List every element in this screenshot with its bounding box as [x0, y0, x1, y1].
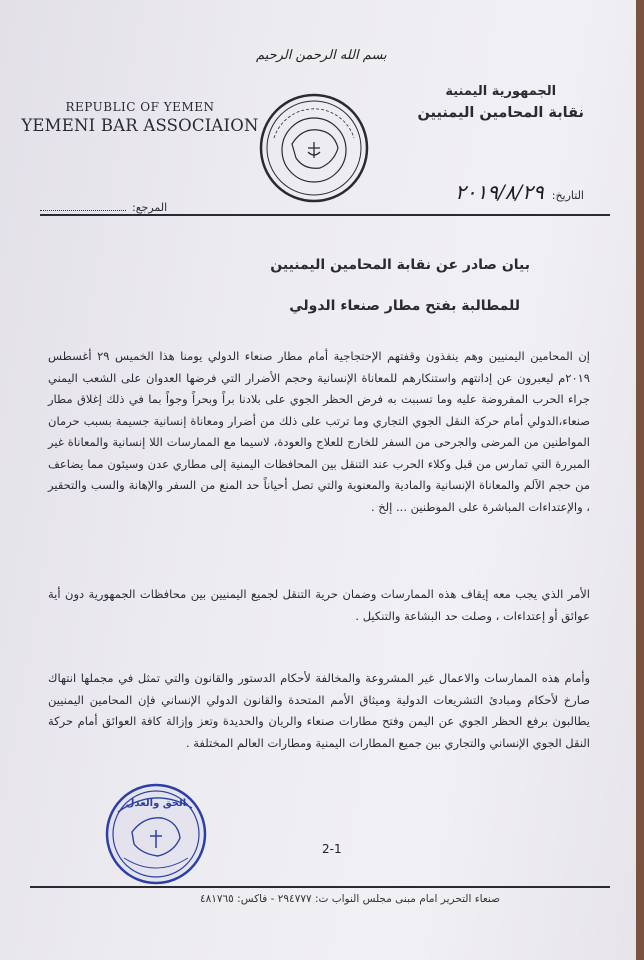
official-stamp	[104, 782, 208, 886]
statement-subtitle: للمطالبة بفتح مطار صنعاء الدولي	[289, 298, 520, 314]
header-divider	[40, 214, 610, 216]
stamp-motto: الحق والعدل	[125, 798, 187, 809]
page-number: 2-1	[322, 842, 342, 856]
reference-field	[40, 200, 167, 214]
arabic-letterhead	[418, 84, 585, 121]
english-country: REPUBLIC OF YEMEN	[65, 100, 215, 114]
arabic-country: الجمهورية اليمنية	[445, 84, 557, 99]
date-field	[455, 180, 584, 204]
paragraph-1: إن المحامين اليمنيين وهم ينفذون وقفتهم الإحتجاجية أمام مطار صنعاء الدولي يومنا هذا الخميس ٢٩ أغسطس ٢٠١٩م ليعبرون عن إدانتهم واستنكارهم للمعاناة الإنسانية وحجم الأضرار التي فرضها العدوان على الشعب اليمني جراء الحرب المفروضة عليه وما تسببت به فرض الحظر الجوي على بلادنا براً وبحراً وجواً بما في ذلك إغلاق مطار صنعاء،الدولي أمام حركة النقل الجوي التجاري وما ترتب على ذلك من أضرار ومعاناة إنسانية جسيمة بسبب حرمان المواطنين من المرضى والجرحى من السفر للخارج للعلاج والعودة، لاسيما مع الممارسات اللا إنسانية والمعاناة غير المبررة التي تمارس من قبل وكلاء الحرب عند التنقل بين المحافظات اليمنية إلى مطاري عدن وسيئون مما يضاعف من حجم الآلم والمعاناة الإنسانية والمادية والمعنوية والتي تصل أحياناً حد المنع من السفر والإهانة والسب والتحقير ، والإعتداءات المباشرة على الموطنين ... إلخ .	[48, 349, 591, 514]
statement-title: بيان صادر عن نقابة المحامين اليمنيين	[270, 257, 530, 273]
reference-blank-line	[40, 200, 126, 211]
page-edge	[636, 0, 644, 960]
footer-divider	[30, 886, 610, 888]
english-letterhead	[20, 100, 260, 135]
date-label: التاريخ:	[551, 189, 584, 202]
reference-label: المرجع:	[132, 201, 168, 214]
paragraph-3: وأمام هذه الممارسات والاعمال غير المشروعة والمخالفة لأحكام الدستور والقانون والتي تمثل في مجملها انتهاك صارخ لأحكام ومبادئ التشريعات الدولية وميثاق الأمم المتحدة والقانون الدولي الإنساني فإن المحامين اليمنيين يطالبون برفع الحظر الجوي عن اليمن وفتح مطارات صنعاء والريان والحديدة وتعز وإزالة كافة العوائق أمام حركة النقل الجوي الإنساني والتجاري بين جميع المطارات اليمنية ومطارات العالم المختلفة .	[48, 671, 590, 750]
date-handwritten: ٢٠١٩/٨/٢٩	[455, 180, 544, 204]
basmala-calligraphy: بسم الله الرحمن الرحيم	[256, 48, 387, 63]
paragraph-2: الأمر الذي يجب معه إيقاف هذه الممارسات وضمان حرية التنقل لجميع اليمنيين بين محافظات الجمهورية دون أية عوائق أو إعتداءات ، وصلت حد البشاعة والتنكيل .	[48, 587, 590, 623]
arabic-association: نقابة المحامين اليمنيين	[417, 105, 584, 121]
english-association: YEMENI BAR ASSOCIAION	[21, 116, 259, 135]
footer-address: صنعاء التحرير امام مبنى مجلس النواب ت: ٢٩٤٧٧٧ - فاكس: ٤٨١٧٦٥	[199, 893, 500, 905]
association-logo-seal	[258, 92, 370, 204]
